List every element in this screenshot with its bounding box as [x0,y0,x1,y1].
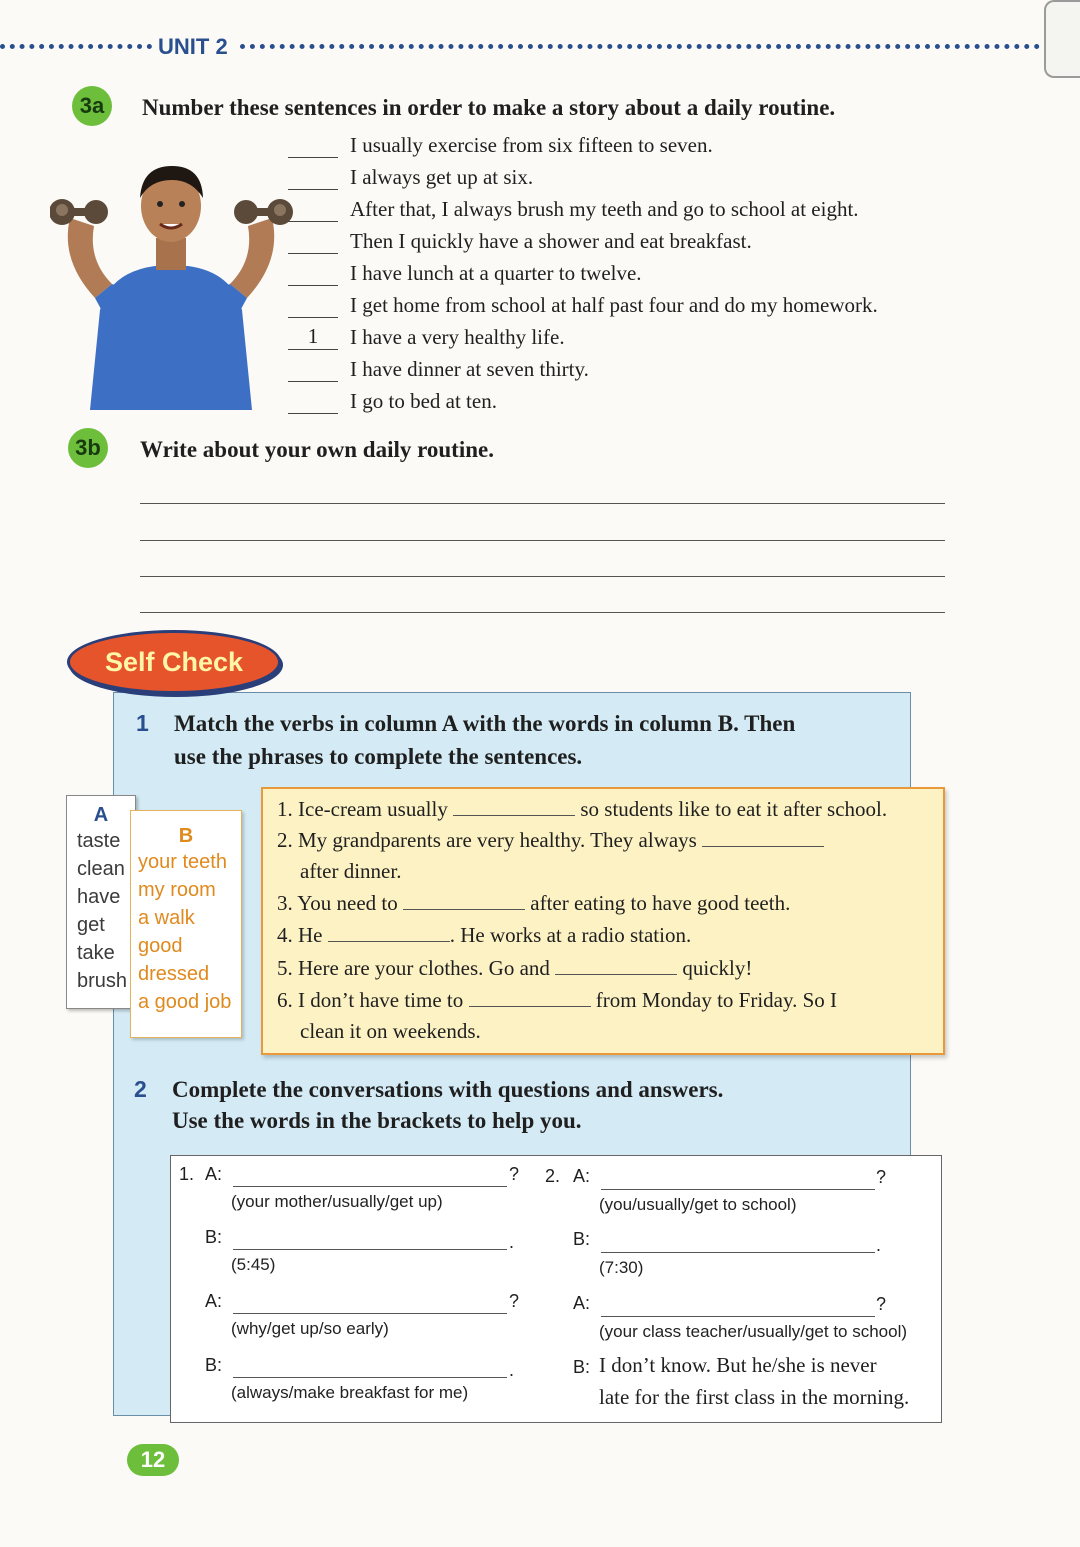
conv2-hint: (you/usually/get to school) [599,1195,797,1214]
column-b-item: a walk [138,907,195,929]
conv2-final-line2: late for the first class in the morning. [599,1385,910,1409]
writing-line[interactable] [140,540,945,541]
sentence-row-6 [288,288,878,318]
answer-blank[interactable] [702,828,824,847]
conv1-hint: (always/make breakfast for me) [231,1383,469,1402]
conv2-final-line1: I don’t know. But he/she is never [599,1353,877,1377]
column-a-item: get [77,914,105,936]
page-corner-tab [1044,0,1080,78]
answer-blank[interactable] [555,956,677,975]
instruction-3a: Number these sentences in order to make a story about a daily routine. [142,95,836,120]
badge-3b: 3b [68,428,108,468]
conv2-answer-line[interactable] [601,1316,875,1317]
sentence-text: I always get up at six. [350,165,534,189]
sentence-text: I have dinner at seven thirty. [350,357,589,381]
column-b-item: my room [138,879,216,901]
conv2-speaker-a1: A: [573,1166,591,1186]
match-sentence-5: 5. Here are your clothes. Go and quickly! [277,956,753,980]
header-dots-left [0,44,152,49]
column-b-item: dressed [138,963,210,985]
sentence-row-7 [288,320,565,350]
conv2-speaker-b2: B: [573,1357,591,1377]
unit-label: UNIT 2 [158,34,228,59]
conv1-hint: (5:45) [231,1255,276,1274]
answer-blank[interactable] [403,891,525,910]
conv2-answer-line[interactable] [601,1252,875,1253]
task2-number: 2 [134,1076,147,1102]
boy-exercising-illustration [50,160,295,420]
conv1-speaker-b1: B: [205,1227,223,1247]
answer-blank[interactable] [328,923,450,942]
match-sentence-6-cont: clean it on weekends. [300,1019,481,1043]
writing-line[interactable] [140,612,945,613]
match-sentence-2-cont: after dinner. [300,859,402,883]
column-a-item: have [77,886,121,908]
badge-3a: 3a [72,86,112,126]
conversations-box: 1. A: ? (your mother/usually/get up) B: . (5:45) A: ? (why/get up/so early) B: . (always/make breakfast for me) 2. A: ? (you/usually/get to school) B: . (7:30) A: ? (your class teacher/usually/get to school) B: I don’t know. But he/she is never late for the first class in the morning. [170,1155,942,1423]
sentence-text: I have a very healthy life. [350,325,565,349]
column-b-item: good [138,935,183,957]
task1-number: 1 [136,710,149,736]
answer-blank[interactable] [453,797,575,816]
conv2-answer-line[interactable] [601,1189,875,1190]
column-a-item: taste [77,830,121,852]
match-sentence-3: 3. You need to after eating to have good teeth. [277,891,791,915]
column-a-box [66,795,136,1009]
conv1-hint: (why/get up/so early) [231,1319,389,1338]
task2-instruction-line2: Use the words in the brackets to help you. [172,1108,582,1133]
match-sentence-1: 1. Ice-cream usually so students like to eat it after school. [277,797,888,821]
column-b-item: your teeth [138,851,227,873]
sentence-row-1 [288,128,713,158]
conv1-answer-line[interactable] [233,1186,507,1187]
header-dots-right [240,44,1040,49]
instruction-3b: Write about your own daily routine. [140,437,494,462]
task1-instruction-line1: Match the verbs in column A with the words in column B. Then [174,711,796,736]
order-blank[interactable] [288,195,338,222]
conv1-answer-line[interactable] [233,1249,507,1250]
order-blank[interactable]: 1 [288,323,338,350]
column-a-item: clean [77,858,125,880]
conv2-speaker-a2: A: [573,1293,591,1313]
self-check-title: Self Check [67,630,281,694]
order-blank[interactable] [288,259,338,286]
conv1-hint: (your mother/usually/get up) [231,1192,443,1211]
column-a-header: A [93,804,109,826]
sentence-text: I usually exercise from six fifteen to seven. [350,133,713,157]
sentence-text: Then I quickly have a shower and eat breakfast. [350,229,752,253]
sentence-text: After that, I always brush my teeth and go to school at eight. [350,197,859,221]
conv2-hint: (7:30) [599,1258,644,1277]
match-sentence-4: 4. He . He works at a radio station. [277,923,692,947]
match-sentences-box [261,787,945,1055]
order-blank[interactable] [288,163,338,190]
task2-instruction-line1: Complete the conversations with questions and answers. [172,1077,724,1102]
sentence-row-4 [288,224,752,254]
order-blank[interactable] [288,387,338,414]
match-sentence-6: 6. I don’t have time to from Monday to Friday. So I [277,988,838,1012]
column-a-item: take [77,942,115,964]
sentence-row-9 [288,384,497,414]
sentence-text: I have lunch at a quarter to twelve. [350,261,642,285]
conv1-speaker-a1: A: [205,1164,223,1184]
order-blank[interactable] [288,291,338,318]
sentence-row-5 [288,256,642,286]
sentence-text: I get home from school at half past four and do my homework. [350,293,878,317]
conv2-hint: (your class teacher/usually/get to school) [599,1322,908,1341]
column-b-header: B [178,825,194,847]
column-b-item: a good job [138,991,232,1013]
conv1-answer-line[interactable] [233,1313,507,1314]
task1-instruction-line2: use the phrases to complete the sentences. [174,744,583,769]
conv1-speaker-a2: A: [205,1291,223,1311]
conv2-speaker-b1: B: [573,1229,591,1249]
column-b-box [130,810,242,1038]
sentence-row-3 [288,192,859,222]
conv2-number: 2. [545,1166,561,1186]
order-blank[interactable] [288,355,338,382]
column-a-item: brush [77,970,128,992]
conv1-number: 1. [179,1164,195,1184]
conv1-answer-line[interactable] [233,1377,507,1378]
sentence-row-2 [288,160,533,190]
sentence-row-8 [288,352,589,382]
order-blank[interactable] [288,131,338,158]
conv1-speaker-b2: B: [205,1355,223,1375]
match-sentence-2: 2. My grandparents are very healthy. They always [277,828,824,853]
order-blank[interactable] [288,227,338,254]
writing-line[interactable] [140,503,945,504]
page-number: 12 [127,1444,179,1476]
writing-line[interactable] [140,576,945,577]
answer-blank[interactable] [469,988,591,1007]
sentence-text: I go to bed at ten. [350,389,497,413]
